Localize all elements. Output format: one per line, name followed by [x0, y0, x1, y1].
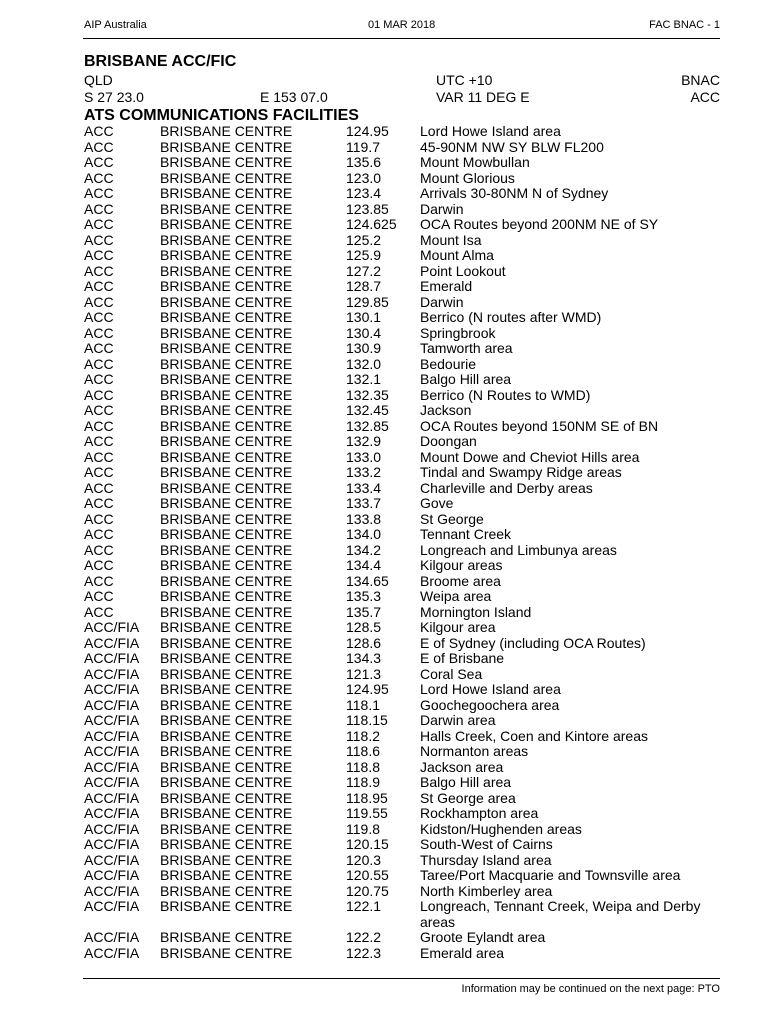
row-description: Taree/Port Macquarie and Townsville area: [420, 867, 681, 883]
row-frequency: 130.9: [346, 340, 382, 356]
row-type: ACC: [84, 603, 114, 620]
row-type: ACC/FIA: [84, 882, 140, 899]
row-description: Emerald: [420, 278, 473, 294]
table-row: [84, 341, 724, 357]
row-frequency: 118.1: [346, 696, 380, 713]
row-description: Longreach and Limbunya areas: [420, 541, 617, 558]
row-unit: BRISBANE CENTRE: [160, 371, 293, 387]
table-row: [84, 419, 724, 435]
row-unit: BRISBANE CENTRE: [160, 944, 293, 961]
row-description: Darwin: [420, 293, 464, 310]
row-frequency: 119.8: [346, 820, 380, 837]
table-row: [84, 775, 724, 791]
row-unit: BRISBANE CENTRE: [160, 138, 293, 155]
row-type: ACC: [84, 231, 114, 248]
magnetic-variation: VAR 11 DEG E: [436, 89, 530, 105]
row-description: Berrico (N Routes to WMD): [420, 386, 591, 403]
row-description: Darwin: [420, 200, 464, 217]
row-type: ACC: [84, 464, 114, 480]
row-type: ACC/FIA: [84, 774, 140, 790]
table-row: [84, 388, 724, 404]
row-type: ACC/FIA: [84, 696, 140, 713]
table-row: [84, 744, 724, 760]
row-frequency: 133.4: [346, 479, 382, 496]
row-frequency: 134.65: [346, 572, 389, 589]
row-type: ACC: [84, 355, 114, 372]
row-description: St George area: [420, 789, 516, 806]
row-description: E of Sydney (including OCA Routes): [420, 634, 646, 651]
row-frequency: 120.3: [346, 851, 382, 868]
row-frequency: 118.95: [346, 789, 388, 806]
row-type: ACC: [84, 216, 114, 232]
row-unit: BRISBANE CENTRE: [160, 386, 293, 403]
row-description: OCA Routes beyond 150NM SE of BN: [420, 417, 659, 434]
row-type: ACC/FIA: [84, 650, 140, 666]
row-description: Kilgour area: [420, 619, 496, 635]
row-description: Doongan: [420, 433, 477, 449]
row-unit: BRISBANE CENTRE: [160, 324, 293, 341]
row-unit: BRISBANE CENTRE: [160, 216, 293, 232]
row-frequency: 134.0: [346, 526, 382, 542]
row-type: ACC: [84, 417, 114, 434]
row-unit: BRISBANE CENTRE: [160, 572, 293, 589]
table-row: [84, 186, 724, 202]
table-row: [84, 760, 724, 776]
row-type: ACC: [84, 278, 114, 294]
row-unit: BRISBANE CENTRE: [160, 836, 293, 852]
row-type: ACC: [84, 479, 114, 496]
table-row: [84, 403, 724, 419]
row-frequency: 135.7: [346, 603, 382, 620]
row-unit: BRISBANE CENTRE: [160, 247, 293, 263]
table-row: [84, 372, 724, 388]
row-frequency: 130.1: [346, 309, 382, 325]
row-type: ACC/FIA: [84, 898, 140, 914]
row-description: Bedourie: [420, 355, 477, 372]
footer-divider: [83, 978, 720, 979]
table-row: [84, 822, 724, 838]
row-frequency: 128.6: [346, 634, 382, 651]
row-type: ACC: [84, 526, 114, 542]
row-unit: BRISBANE CENTRE: [160, 541, 293, 558]
table-row: [84, 233, 724, 249]
row-frequency: 133.7: [346, 495, 382, 511]
table-row: [84, 605, 724, 621]
row-unit: BRISBANE CENTRE: [160, 805, 293, 821]
row-frequency: 134.3: [346, 650, 382, 666]
header-divider: [83, 38, 720, 39]
row-unit: BRISBANE CENTRE: [160, 355, 293, 372]
row-unit: BRISBANE CENTRE: [160, 758, 293, 775]
row-frequency: 132.45: [346, 402, 389, 418]
row-unit: BRISBANE CENTRE: [160, 774, 293, 790]
row-description: Charleville and Derby areas: [420, 479, 593, 496]
row-frequency: 121.3: [346, 665, 382, 682]
row-type: ACC/FIA: [84, 712, 140, 728]
row-frequency: 132.85: [346, 417, 389, 434]
row-unit: BRISBANE CENTRE: [160, 200, 293, 217]
row-description: Rockhampton area: [420, 805, 539, 821]
row-description: Berrico (N routes after WMD): [420, 309, 602, 325]
row-description: Tindal and Swampy Ridge areas: [420, 464, 622, 480]
row-description: Emerald area: [420, 944, 505, 961]
row-type: ACC/FIA: [84, 665, 140, 682]
row-frequency: 134.4: [346, 557, 382, 573]
row-type: ACC/FIA: [84, 619, 140, 635]
row-frequency: 123.85: [346, 200, 389, 217]
row-unit: BRISBANE CENTRE: [160, 867, 293, 883]
row-type: ACC/FIA: [84, 851, 140, 868]
row-type: ACC: [84, 448, 114, 465]
row-type: ACC: [84, 433, 114, 449]
row-frequency: 122.1: [346, 898, 382, 914]
row-unit: BRISBANE CENTRE: [160, 557, 293, 573]
row-type: ACC/FIA: [84, 727, 140, 744]
row-frequency: 120.15: [346, 836, 389, 852]
row-unit: BRISBANE CENTRE: [160, 851, 293, 868]
row-frequency: 135.3: [346, 588, 382, 604]
table-row: [84, 357, 724, 373]
table-row: [84, 713, 724, 729]
table-row: [84, 450, 724, 466]
row-description: Balgo Hill area: [420, 774, 512, 790]
header-date: 01 MAR 2018: [368, 19, 436, 31]
header-page-id: FAC BNAC - 1: [649, 19, 720, 31]
row-description: Goochegoochera area: [420, 696, 560, 713]
row-type: ACC: [84, 154, 114, 170]
row-description: Point Lookout: [420, 262, 506, 279]
row-type: ACC: [84, 402, 114, 418]
row-frequency: 119.7: [346, 138, 380, 155]
row-unit: BRISBANE CENTRE: [160, 743, 293, 759]
row-description: Tamworth area: [420, 340, 513, 356]
row-description: Halls Creek, Coen and Kintore areas: [420, 727, 649, 744]
row-description: Groote Eylandt area: [420, 929, 546, 945]
row-description: Lord Howe Island area: [420, 681, 561, 697]
table-row: [84, 512, 724, 528]
row-frequency: 132.35: [346, 386, 389, 403]
section-title: ATS COMMUNICATIONS FACILITIES: [84, 107, 359, 124]
row-unit: BRISBANE CENTRE: [160, 231, 293, 248]
row-description: Kidston/Hughenden areas: [420, 820, 582, 837]
table-row: [84, 589, 724, 605]
row-frequency: 132.1: [346, 371, 382, 387]
row-type: ACC: [84, 495, 114, 511]
row-frequency: 129.85: [346, 293, 389, 310]
row-unit: BRISBANE CENTRE: [160, 510, 293, 527]
row-frequency: 135.6: [346, 154, 382, 170]
row-unit: BRISBANE CENTRE: [160, 293, 293, 310]
row-frequency: 120.55: [346, 867, 389, 883]
row-unit: BRISBANE CENTRE: [160, 820, 293, 837]
table-row: [84, 481, 724, 497]
row-description: Thursday Island area: [420, 851, 552, 868]
utc-offset: UTC +10: [436, 72, 493, 88]
table-row: [84, 651, 724, 667]
row-unit: BRISBANE CENTRE: [160, 340, 293, 356]
row-frequency: 124.95: [346, 681, 389, 697]
row-type: ACC: [84, 510, 114, 527]
row-type: ACC/FIA: [84, 681, 140, 697]
table-row: [84, 217, 724, 233]
row-type: ACC: [84, 123, 114, 139]
row-description: Coral Sea: [420, 665, 483, 682]
row-type: ACC: [84, 138, 114, 155]
row-unit: BRISBANE CENTRE: [160, 123, 293, 139]
row-type: ACC/FIA: [84, 743, 140, 759]
table-row: [84, 853, 724, 869]
table-row: [84, 264, 724, 280]
state-label: QLD: [84, 72, 113, 88]
row-unit: BRISBANE CENTRE: [160, 929, 293, 945]
row-unit: BRISBANE CENTRE: [160, 154, 293, 170]
row-unit: BRISBANE CENTRE: [160, 727, 293, 744]
row-unit: BRISBANE CENTRE: [160, 479, 293, 496]
row-unit: BRISBANE CENTRE: [160, 495, 293, 511]
row-frequency: 123.0: [346, 169, 382, 186]
table-row: [84, 279, 724, 295]
row-frequency: 124.95: [346, 123, 389, 139]
row-frequency: 123.4: [346, 185, 382, 201]
table-row: [84, 946, 724, 962]
row-frequency: 118.8: [346, 758, 380, 775]
row-frequency: 133.2: [346, 464, 382, 480]
row-description: Lord Howe Island area: [420, 123, 561, 139]
table-row: [84, 465, 724, 481]
row-frequency: 128.7: [346, 278, 382, 294]
row-frequency: 118.15: [346, 712, 388, 728]
row-type: ACC/FIA: [84, 867, 140, 883]
row-type: ACC/FIA: [84, 758, 140, 775]
row-description: Longreach, Tennant Creek, Weipa and Derby areas: [420, 898, 701, 930]
row-frequency: 128.5: [346, 619, 382, 635]
row-type: ACC: [84, 309, 114, 325]
row-type: ACC: [84, 386, 114, 403]
table-row: [84, 620, 724, 636]
row-type: ACC/FIA: [84, 789, 140, 806]
row-type: ACC/FIA: [84, 929, 140, 945]
row-unit: BRISBANE CENTRE: [160, 665, 293, 682]
row-frequency: 130.4: [346, 324, 382, 341]
row-description: E of Brisbane: [420, 650, 505, 666]
row-description: Normanton areas: [420, 743, 529, 759]
row-type: ACC: [84, 169, 114, 186]
row-description: Mornington Island: [420, 603, 532, 620]
row-type: ACC: [84, 247, 114, 263]
row-unit: BRISBANE CENTRE: [160, 309, 293, 325]
facilities-list: [84, 124, 724, 961]
row-unit: BRISBANE CENTRE: [160, 448, 293, 465]
row-type: ACC: [84, 340, 114, 356]
row-unit: BRISBANE CENTRE: [160, 417, 293, 434]
table-row: [84, 729, 724, 745]
table-row: [84, 171, 724, 187]
row-unit: BRISBANE CENTRE: [160, 169, 293, 186]
row-unit: BRISBANE CENTRE: [160, 402, 293, 418]
page-title: BRISBANE ACC/FIC: [84, 53, 237, 70]
table-row: [84, 140, 724, 156]
row-unit: BRISBANE CENTRE: [160, 882, 293, 899]
row-frequency: 132.9: [346, 433, 382, 449]
row-description: South-West of Cairns: [420, 836, 553, 852]
longitude: E 153 07.0: [260, 89, 328, 105]
table-row: [84, 837, 724, 853]
row-description: Kilgour areas: [420, 557, 503, 573]
row-frequency: 125.2: [346, 231, 382, 248]
row-description: North Kimberley area: [420, 882, 553, 899]
row-description: Mount Alma: [420, 247, 494, 263]
row-description: OCA Routes beyond 200NM NE of SY: [420, 216, 659, 232]
row-unit: BRISBANE CENTRE: [160, 712, 293, 728]
row-frequency: 120.75: [346, 882, 389, 899]
row-description: Weipa area: [420, 588, 492, 604]
row-type: ACC: [84, 572, 114, 589]
table-row: [84, 202, 724, 218]
row-unit: BRISBANE CENTRE: [160, 789, 293, 806]
row-type: ACC/FIA: [84, 820, 140, 837]
row-type: ACC: [84, 371, 114, 387]
table-row: [84, 496, 724, 512]
header-source: AIP Australia: [84, 19, 147, 31]
row-description: Mount Dowe and Cheviot Hills area: [420, 448, 640, 465]
row-frequency: 134.2: [346, 541, 382, 558]
row-type: ACC/FIA: [84, 805, 140, 821]
row-description: Jackson: [420, 402, 472, 418]
row-description: Mount Isa: [420, 231, 482, 248]
row-frequency: 132.0: [346, 355, 382, 372]
row-unit: BRISBANE CENTRE: [160, 634, 293, 651]
row-description: Mount Mowbullan: [420, 154, 530, 170]
row-frequency: 133.0: [346, 448, 382, 465]
row-description: Springbrook: [420, 324, 496, 341]
row-unit: BRISBANE CENTRE: [160, 526, 293, 542]
table-row: [84, 543, 724, 559]
row-type: ACC: [84, 324, 114, 341]
table-row: [84, 884, 724, 900]
row-frequency: 118.2: [346, 727, 380, 744]
table-row: [84, 636, 724, 652]
row-description: Broome area: [420, 572, 501, 589]
row-description: Darwin area: [420, 712, 496, 728]
row-description: Gove: [420, 495, 454, 511]
location-code: BNAC: [681, 72, 720, 88]
row-unit: BRISBANE CENTRE: [160, 433, 293, 449]
row-type: ACC: [84, 185, 114, 201]
table-row: [84, 248, 724, 264]
row-unit: BRISBANE CENTRE: [160, 696, 293, 713]
table-row: [84, 930, 724, 946]
row-unit: BRISBANE CENTRE: [160, 185, 293, 201]
row-type: ACC/FIA: [84, 836, 140, 852]
row-frequency: 118.6: [346, 743, 380, 759]
row-unit: BRISBANE CENTRE: [160, 588, 293, 604]
row-type: ACC/FIA: [84, 634, 140, 651]
table-row: [84, 791, 724, 807]
table-row: [84, 558, 724, 574]
table-row: [84, 868, 724, 884]
row-frequency: 127.2: [346, 262, 382, 279]
table-row: [84, 667, 724, 683]
row-description: Balgo Hill area: [420, 371, 512, 387]
row-description: Tennant Creek: [420, 526, 512, 542]
table-row: [84, 899, 724, 930]
row-frequency: 119.55: [346, 805, 388, 821]
row-unit: BRISBANE CENTRE: [160, 603, 293, 620]
row-unit: BRISBANE CENTRE: [160, 681, 293, 697]
row-frequency: 122.2: [346, 929, 382, 945]
row-unit: BRISBANE CENTRE: [160, 262, 293, 279]
row-type: ACC: [84, 541, 114, 558]
table-row: [84, 124, 724, 140]
row-unit: BRISBANE CENTRE: [160, 278, 293, 294]
row-frequency: 122.3: [346, 944, 382, 961]
row-type: ACC: [84, 557, 114, 573]
table-row: [84, 682, 724, 698]
row-description: Arrivals 30-80NM N of Sydney: [420, 185, 609, 201]
table-row: [84, 698, 724, 714]
row-frequency: 133.8: [346, 510, 382, 527]
footer-note: Information may be continued on the next page: PTO: [461, 983, 720, 995]
row-description: Jackson area: [420, 758, 504, 775]
row-description: 45-90NM NW SY BLW FL200: [420, 138, 604, 155]
row-description: Mount Glorious: [420, 169, 515, 186]
row-type: ACC: [84, 200, 114, 217]
table-row: [84, 574, 724, 590]
row-type: ACC: [84, 262, 114, 279]
row-unit: BRISBANE CENTRE: [160, 650, 293, 666]
table-row: [84, 326, 724, 342]
row-type: ACC: [84, 293, 114, 310]
table-row: [84, 806, 724, 822]
facility-type: ACC: [690, 89, 720, 105]
row-type: ACC: [84, 588, 114, 604]
row-description: St George: [420, 510, 484, 527]
row-frequency: 125.9: [346, 247, 382, 263]
row-frequency: 124.625: [346, 216, 397, 232]
row-unit: BRISBANE CENTRE: [160, 619, 293, 635]
table-row: [84, 434, 724, 450]
table-row: [84, 295, 724, 311]
table-row: [84, 155, 724, 171]
row-frequency: 118.9: [346, 774, 380, 790]
row-unit: BRISBANE CENTRE: [160, 898, 293, 914]
row-unit: BRISBANE CENTRE: [160, 464, 293, 480]
table-row: [84, 527, 724, 543]
table-row: [84, 310, 724, 326]
row-type: ACC/FIA: [84, 944, 140, 961]
latitude: S 27 23.0: [84, 89, 144, 105]
